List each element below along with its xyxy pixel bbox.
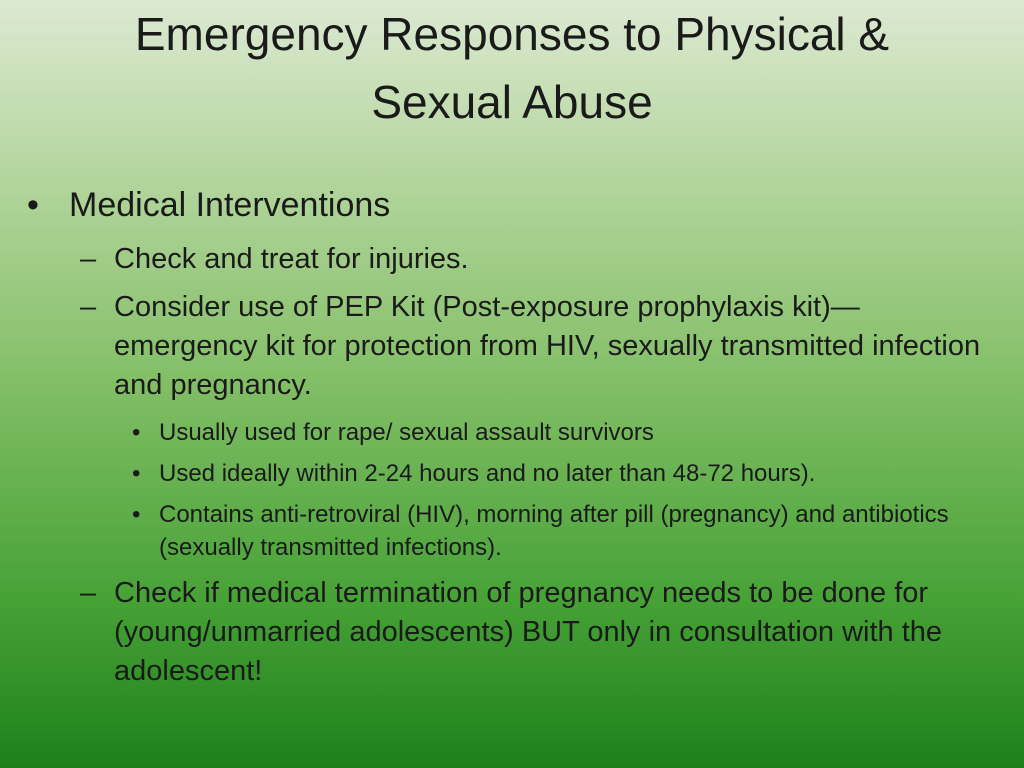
subitem-text: Check and treat for injuries.: [114, 243, 469, 275]
subsubitem-text: Used ideally within 2-24 hours and no later than 48-72 hours).: [159, 460, 816, 487]
dash-icon: –: [80, 577, 97, 609]
slide-title: Emergency Responses to Physical & Sexual Abuse: [134, 8, 890, 128]
bullet-icon: •: [132, 501, 141, 528]
dash-icon: –: [80, 291, 97, 323]
bullet-icon: •: [27, 186, 39, 224]
dash-icon: –: [80, 243, 97, 275]
subsubitem-text: Contains anti-retroviral (HIV), morning after pill (pregnancy) and antibiotics (sexually transmitted infections).: [159, 501, 949, 561]
bullet-text: Medical Interventions: [69, 186, 391, 224]
bullet-icon: •: [132, 460, 141, 487]
bullet-icon: •: [132, 419, 141, 446]
subsubitem-text: Usually used for rape/ sexual assault survivors: [159, 419, 654, 446]
subitem-text: Consider use of PEP Kit (Post-exposure prophylaxis kit)—emergency kit for protection from HIV, sexually transmitted infection and pregnancy.: [114, 291, 981, 401]
subitem-text: Check if medical termination of pregnancy needs to be done for (young/unmarried adolescents) BUT only in consultation with the adolescent!: [114, 577, 943, 687]
